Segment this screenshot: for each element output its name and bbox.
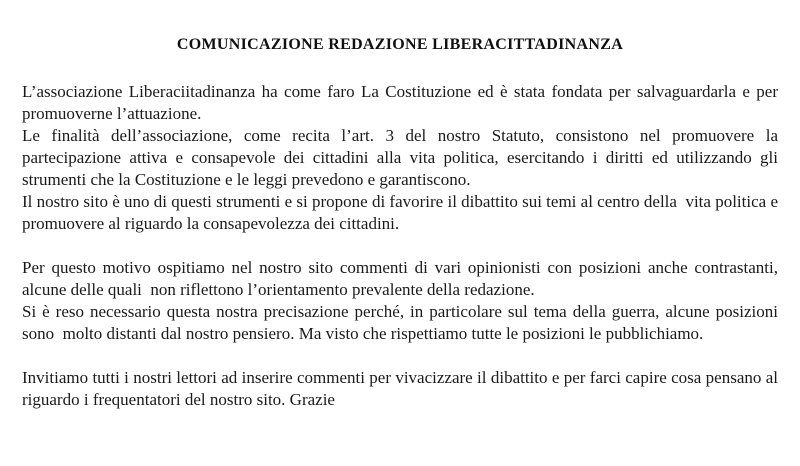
- paragraph-association-intro: L’associazione Liberaciitadinanza ha come faro La Costituzione ed è stata fondata per salvaguardarla e per promuoverne l’attuazione.: [22, 82, 783, 123]
- paragraph-site-purpose: Il nostro sito è uno di questi strumenti e si propone di favorire il dibattito sui temi al centro della vita politica e promuovere al riguardo la consapevolezza dei cittadini.: [22, 192, 783, 233]
- paragraph-opinions-hosted: Per questo motivo ospitiamo nel nostro sito commenti di vari opinionisti con posizioni anche contrastanti, alcune delle quali non riflettono l’orientamento prevalente della redazione.: [22, 258, 783, 299]
- document-title: COMUNICAZIONE REDAZIONE LIBERACITTADINANZA: [176, 36, 624, 53]
- paragraph-clarification-war: Si è reso necessario questa nostra precisazione perché, in particolare sul tema della guerra, alcune posizioni sono molto distanti dal nostro pensiero. Ma visto che rispettiamo tutte le posizioni le pubblichiamo.: [22, 302, 783, 343]
- paragraph-invitation-comments: Invitiamo tutti i nostri lettori ad inserire commenti per vivacizzare il dibattito e per farci capire cosa pensano al riguardo i frequentatori del nostro sito. Grazie: [22, 368, 783, 409]
- paragraph-statute-goals: Le finalità dell’associazione, come recita l’art. 3 del nostro Statuto, consistono nel promuovere la partecipazione attiva e consapevole dei cittadini alla vita politica, esercitando i diritti ed utilizzando gli strumenti che la Costituzione e le leggi prevedono e garantiscono.: [22, 126, 783, 189]
